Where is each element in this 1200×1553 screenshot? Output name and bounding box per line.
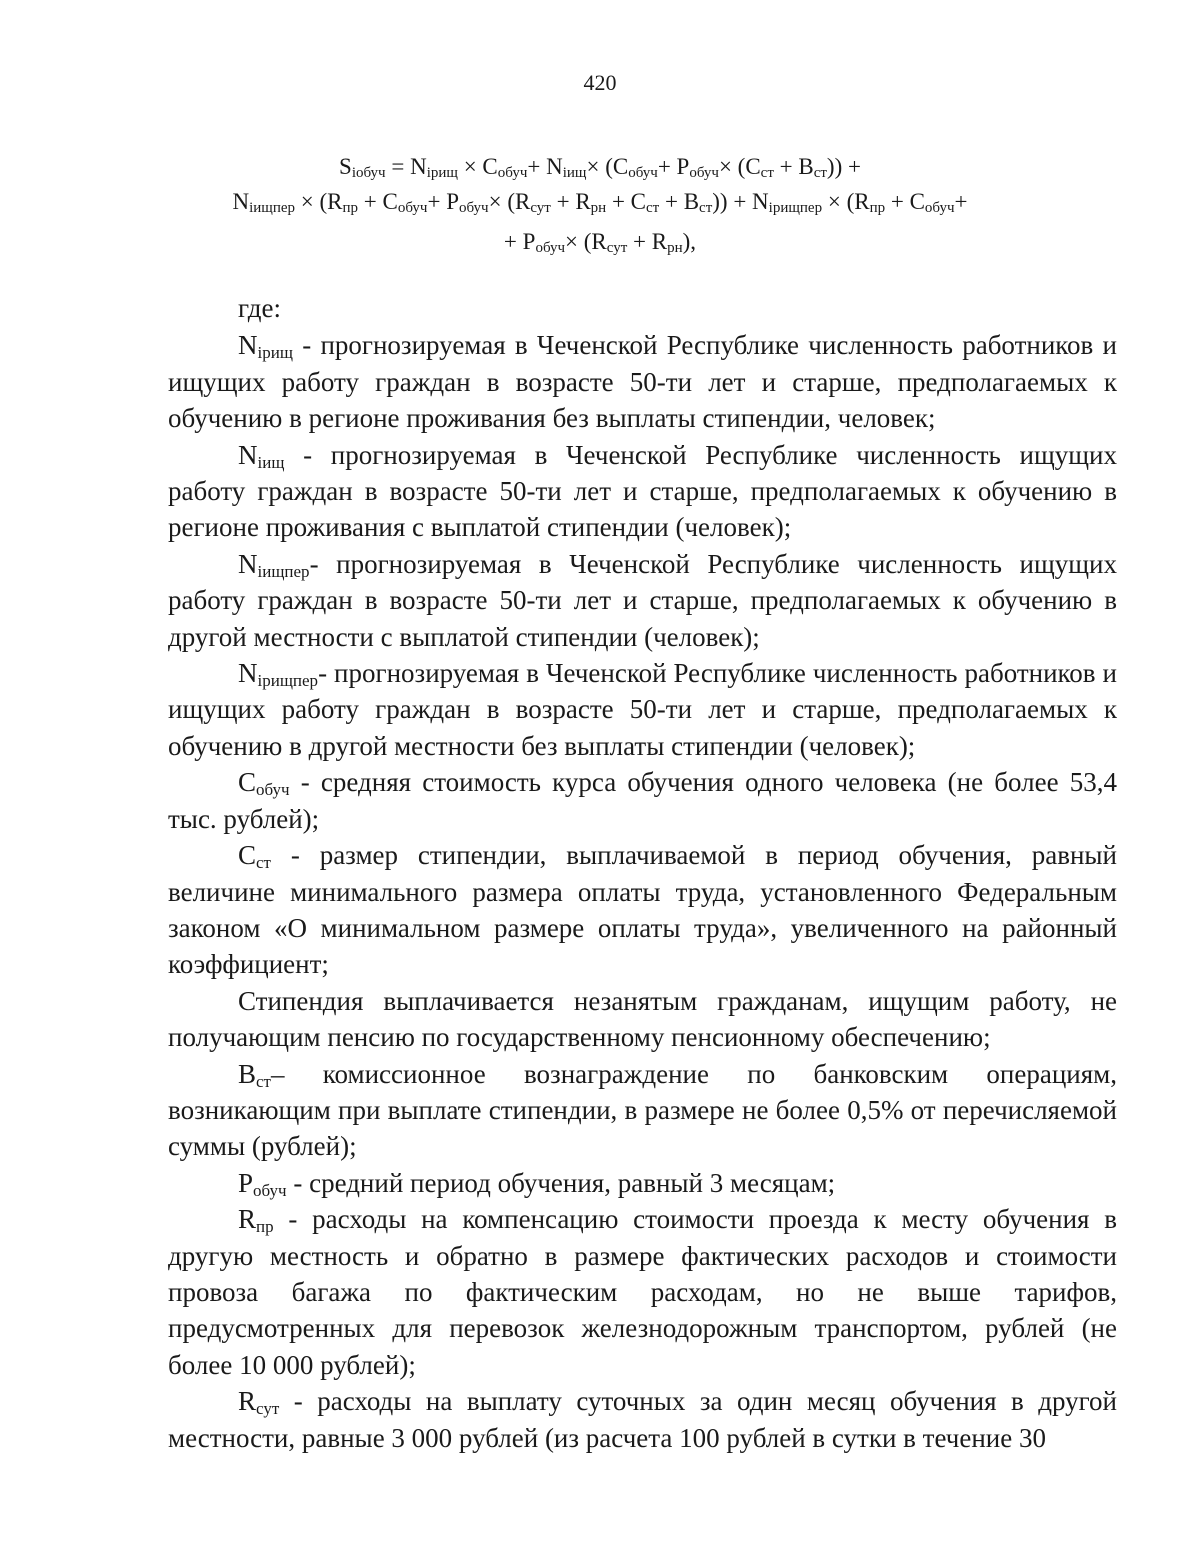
formula-text: )) + N	[712, 189, 769, 214]
formula-text: + R	[550, 189, 591, 214]
formula-text: + P	[503, 229, 536, 254]
definition-text: - размер стипендии, выплачиваемой в период обучения, равный величине минимального размера оплаты труда, установленного Федеральным законом «О минимальном размере оплаты труда», увеличенного на районный коэффициент;	[168, 840, 1117, 980]
formula-text: +	[954, 189, 968, 214]
formula-subscript: обуч	[397, 200, 428, 216]
definition-paragraph	[168, 1165, 1117, 1201]
definition-text: - прогнозируемая в Чеченской Республике численность ищущих работу граждан в возрасте 50-ти лет и старше, предполагаемых к обучению в другой местности с выплатой стипендии (человек);	[168, 548, 1117, 652]
definition-paragraph	[168, 1383, 1117, 1456]
formula-text: )) +	[826, 154, 861, 179]
formula-text: × (R	[488, 189, 531, 214]
definition-symbol: R	[238, 1386, 257, 1417]
formula-subscript: обуч	[924, 200, 955, 216]
formula-text: + B	[773, 154, 814, 179]
formula-text: = N	[385, 154, 427, 179]
formula-text: + B	[659, 189, 700, 214]
definition-text: – комиссионное вознаграждение по банковским операциям, возникающим при выплате стипендии, в размере не более 0,5% от перечисляемой суммы (рублей);	[168, 1058, 1117, 1162]
definition-paragraph	[168, 546, 1117, 655]
formula-text: + N	[527, 154, 563, 179]
definition-subscript: обуч	[256, 780, 290, 800]
formula-text: + C	[606, 189, 646, 214]
formula-text: + P	[657, 154, 690, 179]
definition-text: Стипендия выплачивается незанятым гражданам, ищущим работу, не получающим пенсию по государственному пенсионному обеспечению;	[168, 985, 1117, 1053]
where-label: где:	[238, 293, 281, 323]
definition-subscript: ст	[256, 853, 271, 873]
formula-subscript: ст	[699, 200, 713, 216]
definition-paragraph	[168, 764, 1117, 837]
definition-symbol: C	[238, 767, 257, 798]
formula-subscript: обуч	[458, 200, 489, 216]
formula-subscript: сут	[606, 240, 628, 256]
formula-line-2	[0, 185, 1200, 219]
formula-subscript: обуч	[628, 165, 658, 181]
formula-subscript: iобуч	[351, 165, 386, 181]
definitions-block	[168, 290, 1117, 1456]
formula-text: + P	[427, 189, 459, 214]
formula-subscript: рн	[590, 200, 607, 216]
formula-text: × (R	[822, 189, 870, 214]
formula-subscript: iищ	[562, 165, 587, 181]
formula-subscript: сут	[530, 200, 551, 216]
definition-symbol: C	[238, 840, 257, 871]
definition-text: - прогнозируемая в Чеченской Республике численность ищущих работу граждан в возрасте 50-ти лет и старше, предполагаемых к обучению в регионе проживания с выплатой стипендии (человек);	[168, 439, 1117, 543]
definition-paragraph	[168, 655, 1117, 764]
definition-paragraph	[168, 983, 1117, 1056]
formula-text: ),	[682, 229, 697, 254]
formula-subscript: ст	[813, 165, 827, 181]
formula-subscript: iищпер	[249, 200, 296, 216]
definition-symbol: N	[238, 548, 258, 579]
definition-paragraph	[168, 1201, 1117, 1383]
formula-subscript: обуч	[535, 240, 566, 256]
formula-line-3	[0, 225, 1200, 259]
formula-text: × (R	[295, 189, 343, 214]
definition-subscript: iрищ	[257, 343, 293, 363]
formula-line-1	[0, 150, 1200, 184]
formula-text: × (C	[718, 154, 761, 179]
definition-text: - прогнозируемая в Чеченской Республике численность работников и ищущих работу граждан в возрасте 50-ти лет и старше, предполагаемых к обучению в регионе проживания без выплаты стипендии, человек;	[168, 330, 1117, 434]
formula-subscript: ст	[760, 165, 774, 181]
formula-text: + C	[358, 189, 398, 214]
formula-subscript: рн	[667, 240, 683, 256]
definition-subscript: iищпер	[257, 561, 310, 581]
definition-text: - средняя стоимость курса обучения одного человека (не более 53,4 тыс. рублей);	[168, 767, 1117, 834]
definitions-list	[168, 327, 1117, 1456]
definition-symbol: N	[238, 658, 258, 689]
definition-text: - расходы на компенсацию стоимости проезда к месту обучения в другую местность и обратно в размере фактических расходов и стоимости провоза багажа по фактическим расходам, но не выше тарифов, предусмотренных для перевозок железнодорожным транспортом, рублей (не более 10 000 рублей);	[168, 1204, 1117, 1380]
definition-paragraph	[168, 327, 1117, 436]
definition-paragraph	[168, 837, 1117, 983]
formula-subscript: пр	[869, 200, 886, 216]
formula-subscript: обуч	[689, 165, 719, 181]
definition-symbol: B	[238, 1058, 257, 1089]
definition-symbol: R	[238, 1204, 257, 1235]
formula-text: + R	[627, 229, 668, 254]
formula-text: N	[232, 189, 250, 214]
definition-subscript: обуч	[253, 1180, 287, 1200]
formula-text: + C	[885, 189, 925, 214]
definition-subscript: сут	[256, 1399, 280, 1419]
formula-text: S	[339, 154, 352, 179]
definition-paragraph	[168, 437, 1117, 546]
formula-subscript: iрищпер	[768, 200, 823, 216]
definition-text: - расходы на выплату суточных за один месяц обучения в другой местности, равные 3 000 рублей (из расчета 100 рублей в сутки в течение 30	[168, 1386, 1117, 1453]
definition-symbol: N	[238, 330, 258, 361]
formula-subscript: iрищ	[426, 165, 458, 181]
definition-subscript: пр	[256, 1217, 274, 1237]
definition-subscript: ст	[256, 1071, 271, 1091]
definition-paragraph	[168, 1056, 1117, 1165]
definition-subscript: iищ	[257, 452, 285, 472]
definition-subscript: iрищпер	[257, 671, 319, 691]
definition-symbol: P	[238, 1167, 254, 1198]
formula-subscript: пр	[342, 200, 359, 216]
formula-subscript: ст	[646, 200, 660, 216]
formula-text: × (R	[565, 229, 607, 254]
formula-text: × (C	[586, 154, 629, 179]
formula-text: × C	[457, 154, 498, 179]
formula-subscript: обуч	[497, 165, 528, 181]
definition-text: - средний период обучения, равный 3 месяцам;	[286, 1167, 836, 1198]
definition-text: - прогнозируемая в Чеченской Республике численность работников и ищущих работу граждан в возрасте 50-ти лет и старше, предполагаемых к обучению в другой местности без выплаты стипендии (человек);	[168, 658, 1117, 761]
page-number: 420	[583, 70, 617, 95]
definition-symbol: N	[238, 439, 258, 470]
